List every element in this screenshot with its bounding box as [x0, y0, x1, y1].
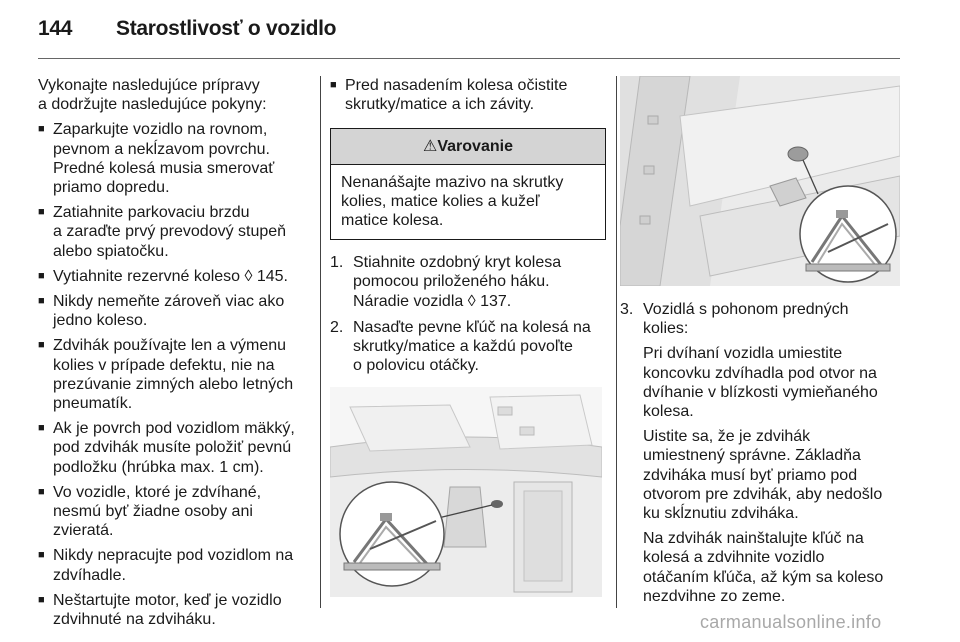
jack-sill-figure [620, 76, 900, 286]
step-number: 2. [330, 318, 344, 336]
bullet-line: zdvíhadle. [53, 566, 126, 584]
step-3-details [620, 344, 904, 606]
bullet-line: nesmú byť žiadne osoby ani [53, 503, 253, 521]
bullet-marker: ■ [38, 206, 45, 219]
bullet-line: Vo vozidle, ktoré je zdvíhané, [53, 483, 262, 501]
bullet-marker: ■ [38, 339, 45, 352]
bullet-marker: ■ [38, 269, 45, 282]
paragraph-line: Uistite sa, že je zdvihák [643, 428, 811, 446]
intro-line: Vykonajte nasledujúce prípravy [38, 77, 260, 94]
column-3 [620, 76, 904, 606]
warning-line: kolies, matice kolies a kužeľ [341, 192, 540, 210]
step-paragraph [643, 529, 904, 606]
warning-header [331, 129, 605, 164]
warning-line: Nenanášajte mazivo na skrutky [341, 173, 564, 191]
jack-illustration-wheel [330, 387, 602, 597]
step-number: 1. [330, 254, 344, 272]
step-text [353, 318, 591, 376]
step-line: pomocou priloženého háku. [353, 273, 550, 291]
bullet-marker: ■ [38, 295, 45, 308]
bullet-line: Pred nasadením kolesa očistite [345, 77, 568, 94]
warning-box [330, 128, 606, 240]
column-1 [38, 76, 306, 629]
bullet-item [38, 336, 306, 413]
paragraph-line: koncovku zdvíhadla pod otvor na [643, 364, 877, 382]
warning-line: matice kolesa. [341, 212, 444, 230]
bullet-text [345, 76, 567, 114]
column-2 [330, 76, 606, 597]
step-text [643, 300, 848, 338]
step-line: Vozidlá s pohonom predných [643, 301, 849, 318]
bullet-text [53, 120, 274, 197]
warning-title: Varovanie [437, 138, 513, 156]
bullet-line: pod zdvihák musíte položiť pevnú [53, 439, 292, 457]
step-paragraph [643, 427, 904, 523]
bullet-list [38, 120, 306, 629]
bullet-marker: ■ [38, 485, 45, 498]
bullet-text [53, 591, 282, 629]
warning-icon: ⚠ [423, 138, 438, 156]
bullet-item [38, 483, 306, 541]
paragraph-line: dvíhanie v blízkosti vymieňaného [643, 383, 878, 401]
bullet-line: Predné kolesá musia smerovať [53, 159, 275, 177]
bullet-line: priamo dopredu. [53, 179, 170, 197]
paragraph-line: kolesa. [643, 403, 694, 421]
column-divider [320, 76, 321, 608]
step-line: Náradie vozidla ◊ 137. [353, 292, 512, 310]
step-line: o polovicu otáčky. [353, 357, 479, 375]
bullet-line: kolies v prípade defektu, nie na [53, 356, 275, 374]
bullet-text [53, 203, 286, 261]
paragraph-line: Pri dvíhaní vozidla umiestite [643, 345, 843, 363]
step-line: skrutky/matice a každú povoľte [353, 338, 573, 356]
bullet-text [53, 267, 288, 286]
paragraph-line: ku skĺznutiu zdviháka. [643, 505, 799, 523]
bullet-item [38, 292, 306, 330]
jack-illustration-sill [620, 76, 900, 286]
bullet-line: podložku (hrúbka max. 1 cm). [53, 458, 264, 476]
bullet-marker: ■ [38, 422, 45, 435]
intro-text [38, 76, 306, 114]
page-number: 144 [38, 17, 73, 40]
paragraph-line: otáčaním kľúča, až kým sa koleso [643, 568, 884, 586]
bullet-line: Ak je povrch pod vozidlom mäkký, [53, 420, 295, 438]
step-2 [330, 318, 606, 376]
bullet-item [38, 419, 306, 477]
bullet-item [38, 203, 306, 261]
bullet-marker: ■ [38, 593, 45, 606]
bullet-line: a zaraďte prvý prevodový stupeň [53, 223, 287, 241]
page-title: Starostlivosť o vozidlo [116, 17, 337, 40]
paragraph-line: zdviháka musí byť priamo pod [643, 466, 858, 484]
bullet-line: pneumatík. [53, 395, 133, 413]
step-paragraph [643, 344, 904, 421]
intro-line: a dodržujte nasledujúce pokyny: [38, 96, 267, 114]
bullet-line: alebo spiatočku. [53, 242, 169, 260]
bullet-line: Neštartujte motor, keď je vozidlo [53, 591, 282, 609]
bullet-line: pevnom a nekĺzavom povrchu. [53, 140, 270, 158]
bullet-line: Zatiahnite parkovaciu brzdu [53, 204, 250, 222]
bullet-marker: ■ [38, 123, 45, 136]
bullet-line: Zaparkujte vozidlo na rovnom, [53, 121, 268, 139]
bullet-line: Vytiahnite rezervné koleso ◊ 145. [53, 267, 288, 285]
step-3 [620, 300, 904, 338]
header-rule [38, 58, 900, 59]
bullet-line: prezúvanie zimných alebo letných [53, 375, 294, 393]
bullet-marker: ■ [330, 79, 337, 91]
bullet-line: Nikdy nepracujte pod vozidlom na [53, 547, 294, 565]
step-line: Nasaďte pevne kľúč na kolesá na [353, 318, 591, 336]
warning-body [331, 165, 605, 240]
bullet-line: skrutky/matice a ich závity. [345, 96, 535, 114]
bullet-line: Zdvihák používajte len a výmenu [53, 337, 287, 355]
paragraph-line: otvorom pre zdvihák, aby nedošlo [643, 485, 883, 503]
bullet-text [53, 336, 293, 413]
watermark: carmanualsonline.info [700, 612, 882, 632]
step-line: Stiahnite ozdobný kryt kolesa [353, 254, 562, 272]
jack-wheel-figure [330, 387, 602, 597]
step-line: kolies: [643, 320, 689, 338]
step-text [353, 253, 561, 311]
paragraph-line: Na zdvihák nainštalujte kľúč na [643, 530, 864, 548]
paragraph-line: umiestnený správne. Základňa [643, 447, 861, 465]
bullet-text [53, 546, 293, 584]
bullet-item [38, 120, 306, 197]
bullet-text [53, 483, 261, 541]
bullet-line: zvieratá. [53, 522, 114, 540]
paragraph-line: kolesá a zdvihnite vozidlo [643, 549, 825, 567]
paragraph-line: nezdvihne zo zeme. [643, 587, 786, 605]
column-divider [616, 76, 617, 608]
bullet-item [38, 591, 306, 629]
bullet-line: zdvihnuté na zdviháku. [53, 611, 216, 629]
step-number: 3. [620, 301, 634, 318]
bullet-marker: ■ [38, 549, 45, 562]
bullet-line: jedno koleso. [53, 312, 148, 330]
bullet-line: Nikdy nemeňte zároveň viac ako [53, 293, 285, 311]
bullet-text [53, 419, 295, 477]
bullet-item [38, 546, 306, 584]
step-1 [330, 253, 606, 311]
bullet-item [330, 76, 606, 114]
bullet-text [53, 292, 284, 330]
bullet-item [38, 267, 306, 286]
